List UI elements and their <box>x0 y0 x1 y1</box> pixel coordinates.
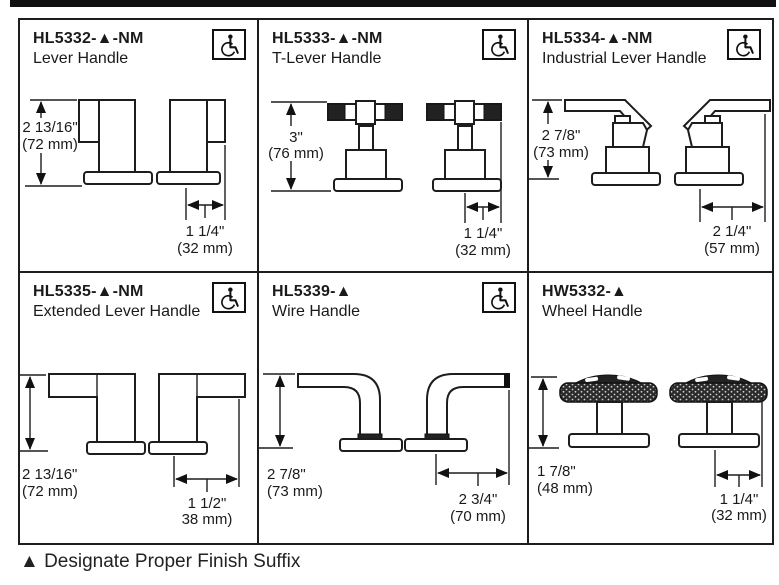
dim-height-mm: (73 mm) <box>533 144 589 161</box>
part-type: Industrial Lever Handle <box>542 50 707 67</box>
dim-height-mm: (72 mm) <box>22 483 78 500</box>
dim-height-in: 3" <box>289 129 303 146</box>
part-type: T-Lever Handle <box>272 50 382 67</box>
handle-drawing-extended-lever <box>20 273 259 543</box>
dim-height-in: 2 13/16" <box>22 119 78 136</box>
handle-drawing-lever <box>20 20 259 271</box>
spec-grid <box>18 18 774 545</box>
part-number: HL5333-▲-NM <box>272 30 383 47</box>
spec-cell-extended-lever-handle <box>20 273 259 543</box>
dim-width-in: 1 1/4" <box>463 225 503 242</box>
spec-cell-wheel-handle <box>529 273 772 543</box>
dim-width-in: 2 1/4" <box>712 223 752 240</box>
dim-width-mm: (32 mm) <box>711 507 767 524</box>
dim-height-mm: (72 mm) <box>22 136 78 153</box>
top-rule <box>10 0 776 7</box>
part-number: HL5339-▲ <box>272 283 352 300</box>
part-type: Extended Lever Handle <box>33 303 201 320</box>
handle-drawing-t-lever <box>259 20 527 271</box>
dim-width-in: 1 1/4" <box>719 491 759 508</box>
finish-suffix-note: ▲ Designate Proper Finish Suffix <box>20 551 301 572</box>
dim-width-mm: (32 mm) <box>177 240 233 257</box>
part-type: Wheel Handle <box>542 303 643 320</box>
dim-width-in: 1 1/2" <box>187 495 227 512</box>
dim-height-mm: (48 mm) <box>537 480 593 497</box>
dim-height-in: 2 13/16" <box>22 466 78 483</box>
spec-cell-lever-handle <box>20 20 259 273</box>
dim-height-mm: (76 mm) <box>268 145 324 162</box>
dim-width-mm: (70 mm) <box>450 508 506 525</box>
dim-width-in: 1 1/4" <box>185 223 225 240</box>
spec-cell-wire-handle <box>259 273 529 543</box>
part-number: HL5332-▲-NM <box>33 30 144 47</box>
dim-width-mm: 38 mm) <box>181 511 233 528</box>
dim-height-in: 2 7/8" <box>267 466 306 483</box>
spec-cell-t-lever-handle <box>259 20 529 273</box>
part-number: HL5334-▲-NM <box>542 30 653 47</box>
handle-drawing-wheel <box>529 273 772 543</box>
part-number: HL5335-▲-NM <box>33 283 144 300</box>
handle-drawing-industrial-lever <box>529 20 772 271</box>
dim-height-in: 1 7/8" <box>537 463 576 480</box>
part-number: HW5332-▲ <box>542 283 628 300</box>
dim-width-in: 2 3/4" <box>458 491 498 508</box>
dim-height-in: 2 7/8" <box>541 127 581 144</box>
dim-height-mm: (73 mm) <box>267 483 323 500</box>
handle-drawing-wire <box>259 273 527 543</box>
part-type: Wire Handle <box>272 303 361 320</box>
dim-width-mm: (32 mm) <box>455 242 511 259</box>
part-type: Lever Handle <box>33 50 129 67</box>
spec-cell-industrial-lever-handle <box>529 20 772 273</box>
dim-width-mm: (57 mm) <box>704 240 760 257</box>
